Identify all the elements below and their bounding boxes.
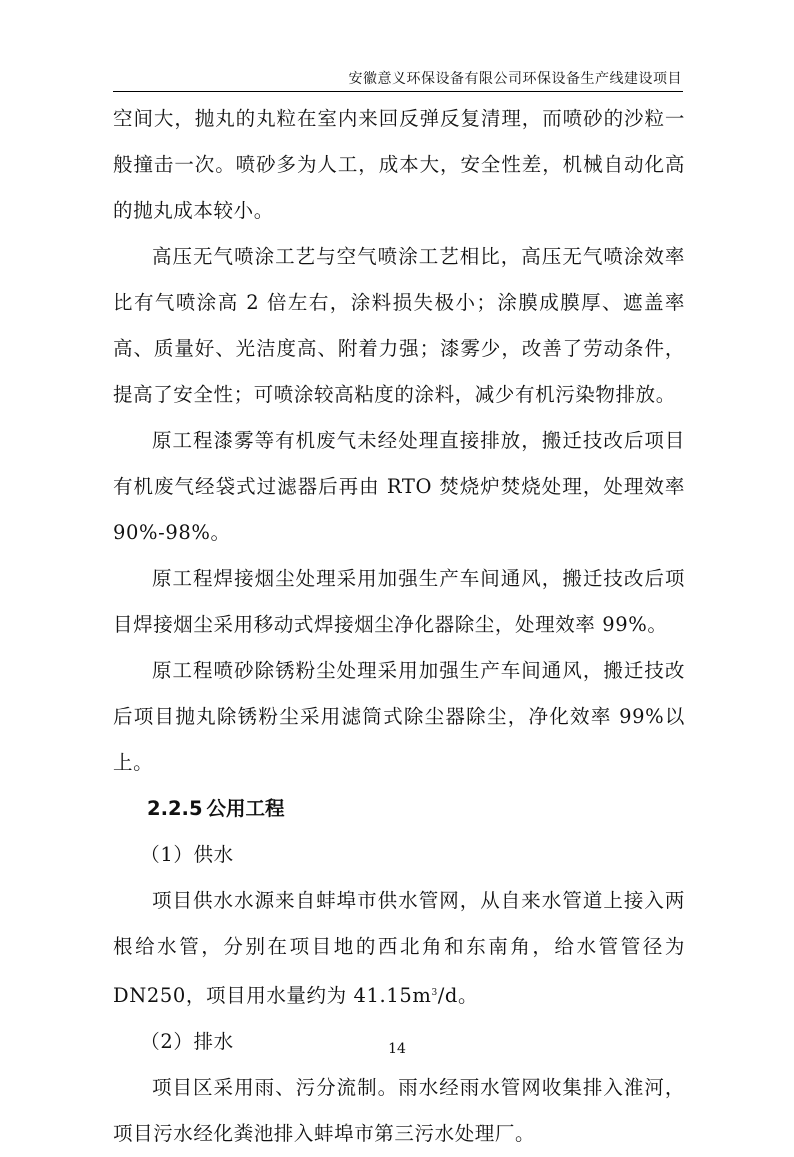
paragraph-organic-exhaust: 原工程漆雾等有机废气未经处理直接排放，搬迁技改后项目有机废气经袋式过滤器后再由 RTO 焚烧炉焚烧处理，处理效率 90%-98%。 — [113, 429, 685, 544]
paragraph-shot-blasting: 空间大，抛丸的丸粒在室内来回反弹反复清理，而喷砂的沙粒一般撞击一次。喷砂多为人工，成本大，安全性差，机械自动化高的抛丸成本较小。 — [113, 107, 685, 222]
paragraph-sandblast-dust: 原工程喷砂除锈粉尘处理采用加强生产车间通风，搬迁技改后项目抛丸除锈粉尘采用滤筒式除尘器除尘，净化效率 99%以上。 — [113, 659, 685, 774]
water-supply-text: 项目供水水源来自蚌埠市供水管网，从自来水管道上接入两根给水管，分别在项目地的西北角和东南角，给水管管径为 DN250，项目用水量约为 41.15m — [113, 889, 685, 1007]
water-supply-unit-tail: /d。 — [437, 984, 479, 1007]
paragraph-drainage: 项目区采用雨、污分流制。雨水经雨水管网收集排入淮河，项目污水经化粪池排入蚌埠市第三污水处理厂。 — [113, 1076, 685, 1145]
section-number: 2.2.5 — [147, 797, 203, 820]
drainage-label: （2）排水 — [140, 1030, 234, 1053]
paragraph-airless-spraying: 高压无气喷涂工艺与空气喷涂工艺相比，高压无气喷涂效率比有气喷涂高 2 倍左右，涂料损失极小；涂膜成膜厚、遮盖率高、质量好、光洁度高、附着力强；漆雾少，改善了劳动条件，提高了安全性；可喷涂较高粘度的涂料，减少有机污染物排放。 — [113, 245, 685, 406]
body-text — [113, 96, 685, 1157]
unit-superscript: 3 — [431, 988, 438, 998]
water-supply-label: （1）供水 — [140, 843, 234, 866]
paragraph-welding-fume: 原工程焊接烟尘处理采用加强生产车间通风，搬迁技改后项目焊接烟尘采用移动式焊接烟尘净化器除尘，处理效率 99%。 — [113, 567, 685, 636]
section-heading — [113, 786, 685, 832]
running-header: 安徽意义环保设备有限公司环保设备生产线建设项目 — [348, 71, 682, 87]
page-number: 14 — [388, 1041, 406, 1057]
paragraph-water-supply — [113, 878, 685, 1019]
section-title: 公用工程 — [206, 797, 285, 820]
header-rule — [113, 91, 683, 92]
